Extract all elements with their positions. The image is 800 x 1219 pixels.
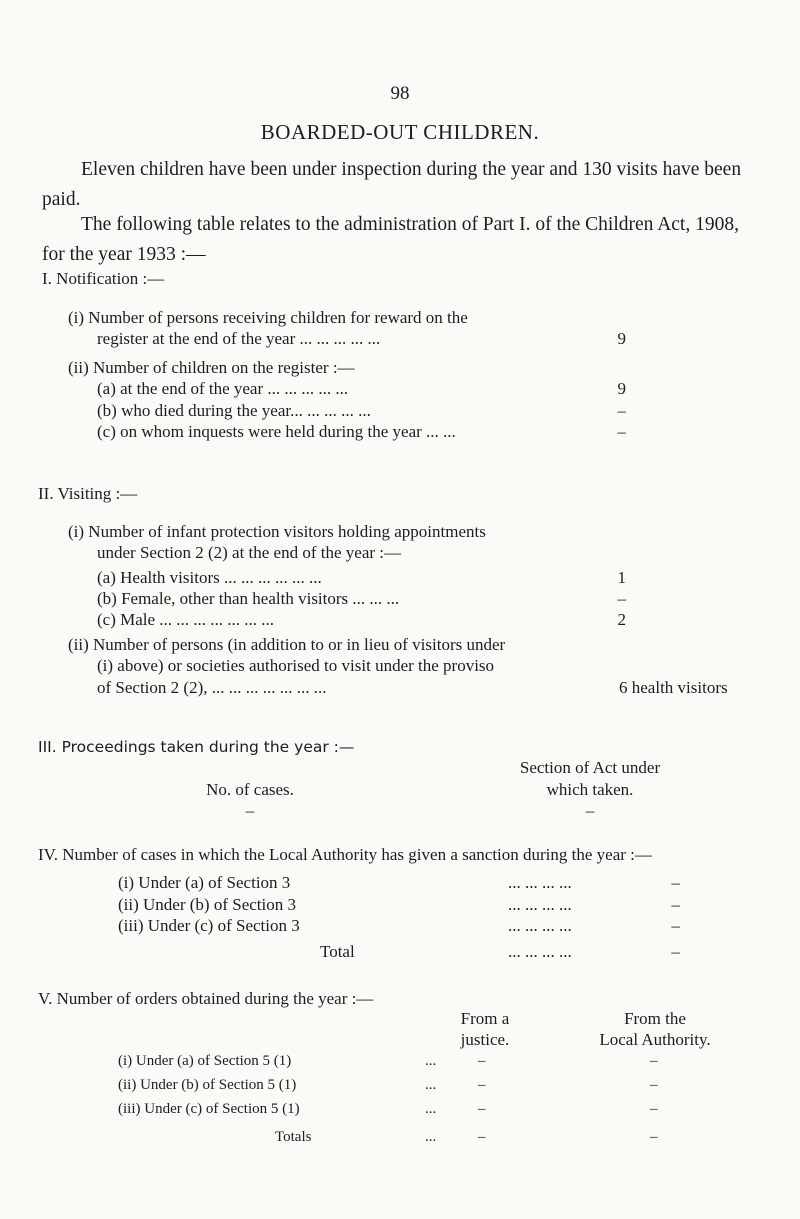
section-1-a-label: (a) at the end of the year ... ... ... ... ... xyxy=(97,379,349,398)
following-paragraph xyxy=(42,210,762,270)
section-2-item-i-line2: under Section 2 (2) at the end of the year :— xyxy=(97,543,402,562)
section-5-row-2-authority: – xyxy=(650,1077,658,1093)
section-2-b-value: – xyxy=(617,589,626,608)
section-3-col2-header-line1: Section of Act under xyxy=(519,758,661,777)
section-2-c-label: (c) Male ... ... ... ... ... ... ... xyxy=(97,610,275,629)
section-3-col2-header-line2: which taken. xyxy=(546,780,634,799)
intro-paragraph xyxy=(42,155,762,215)
section-2-item-ii-line1: (ii) Number of persons (in addition to or in lieu of visitors under xyxy=(68,635,506,654)
section-5-col1-header-line2: justice. xyxy=(460,1030,510,1049)
section-3-col1-value: – xyxy=(245,801,255,820)
following-text: The following table relates to the administration of Part I. of the Children Act, 1908, for the year 1933 :— xyxy=(42,214,739,265)
section-2-item-ii-value: 6 health visitors xyxy=(619,678,728,697)
section-4-total-value: – xyxy=(671,942,680,961)
section-5-row-1-authority: – xyxy=(650,1053,658,1069)
section-4-row-3-value: – xyxy=(671,916,680,935)
section-5-col1-header-line1: From a xyxy=(460,1009,510,1028)
section-3-col2-value: – xyxy=(585,801,595,820)
section-2-b-label: (b) Female, other than health visitors ... ... ... xyxy=(97,589,400,608)
section-1-item-ii: (ii) Number of children on the register :— xyxy=(68,358,355,377)
section-5-row-1-label: (i) Under (a) of Section 5 (1) xyxy=(118,1053,292,1069)
section-5-totals-justice: – xyxy=(478,1129,486,1145)
section-5-col2-header-line1: From the xyxy=(624,1009,686,1028)
section-2-c-value: 2 xyxy=(617,610,626,629)
section-4-row-2-label: (ii) Under (b) of Section 3 xyxy=(118,895,296,914)
section-5-row-2-dots: ... xyxy=(425,1077,437,1093)
intro-text: Eleven children have been under inspection during the year and 130 visits have been paid. xyxy=(42,159,742,210)
section-5-row-1-justice: – xyxy=(478,1053,486,1069)
section-1-heading: I. Notification :— xyxy=(42,269,165,288)
section-5-row-3-dots: ... xyxy=(425,1101,437,1117)
section-2-a-label: (a) Health visitors ... ... ... ... ... ... xyxy=(97,568,322,587)
section-5-row-2-justice: – xyxy=(478,1077,486,1093)
section-1-c-value: – xyxy=(617,422,626,441)
page-number: 98 xyxy=(390,83,410,104)
section-4-row-1-label: (i) Under (a) of Section 3 xyxy=(118,873,291,892)
section-5-row-3-authority: – xyxy=(650,1101,658,1117)
section-5-row-2-label: (ii) Under (b) of Section 5 (1) xyxy=(118,1077,297,1093)
section-5-totals-authority: – xyxy=(650,1129,658,1145)
section-2-item-ii-line3: of Section 2 (2), ... ... ... ... ... ... ... xyxy=(97,678,327,697)
section-1-item-i-value: 9 xyxy=(617,329,626,348)
section-2-item-i-line1: (i) Number of infant protection visitors holding appointments xyxy=(68,522,486,541)
section-4-row-2-value: – xyxy=(671,895,680,914)
page-title: BOARDED-OUT CHILDREN. xyxy=(260,120,540,144)
section-1-item-i-line2: register at the end of the year ... ... ... ... ... xyxy=(97,329,381,348)
section-4-heading: IV. Number of cases in which the Local Authority has given a sanction during the year :— xyxy=(38,845,652,864)
section-3-col1-header: No. of cases. xyxy=(206,780,294,799)
section-4-row-1-dots: ... ... ... ... xyxy=(508,873,572,892)
section-4-row-2-dots: ... ... ... ... xyxy=(508,895,572,914)
section-5-row-3-label: (iii) Under (c) of Section 5 (1) xyxy=(118,1101,300,1117)
section-5-totals-dots: ... xyxy=(425,1129,437,1145)
section-1-b-value: – xyxy=(617,401,626,420)
section-2-heading: II. Visiting :— xyxy=(38,484,138,503)
section-2-item-ii-line2: (i) above) or societies authorised to visit under the proviso xyxy=(97,656,495,675)
section-5-col2-header-line2: Local Authority. xyxy=(599,1030,711,1049)
section-4-row-1-value: – xyxy=(671,873,680,892)
section-1-b-label: (b) who died during the year... ... ... ... ... xyxy=(97,401,371,420)
section-4-total-label: Total xyxy=(320,942,355,961)
section-5-heading: V. Number of orders obtained during the year :— xyxy=(38,989,374,1008)
section-1-item-i-line1: (i) Number of persons receiving children for reward on the xyxy=(68,308,468,327)
section-3-heading: III. Proceedings taken during the year :— xyxy=(38,738,355,756)
section-4-total-dots: ... ... ... ... xyxy=(508,942,572,961)
section-1-a-value: 9 xyxy=(617,379,626,398)
section-5-row-1-dots: ... xyxy=(425,1053,437,1069)
section-4-row-3-label: (iii) Under (c) of Section 3 xyxy=(118,916,300,935)
section-2-a-value: 1 xyxy=(617,568,626,587)
section-4-row-3-dots: ... ... ... ... xyxy=(508,916,572,935)
section-5-totals-label: Totals xyxy=(275,1129,312,1145)
section-1-c-label: (c) on whom inquests were held during the year ... ... xyxy=(97,422,456,441)
section-5-row-3-justice: – xyxy=(478,1101,486,1117)
